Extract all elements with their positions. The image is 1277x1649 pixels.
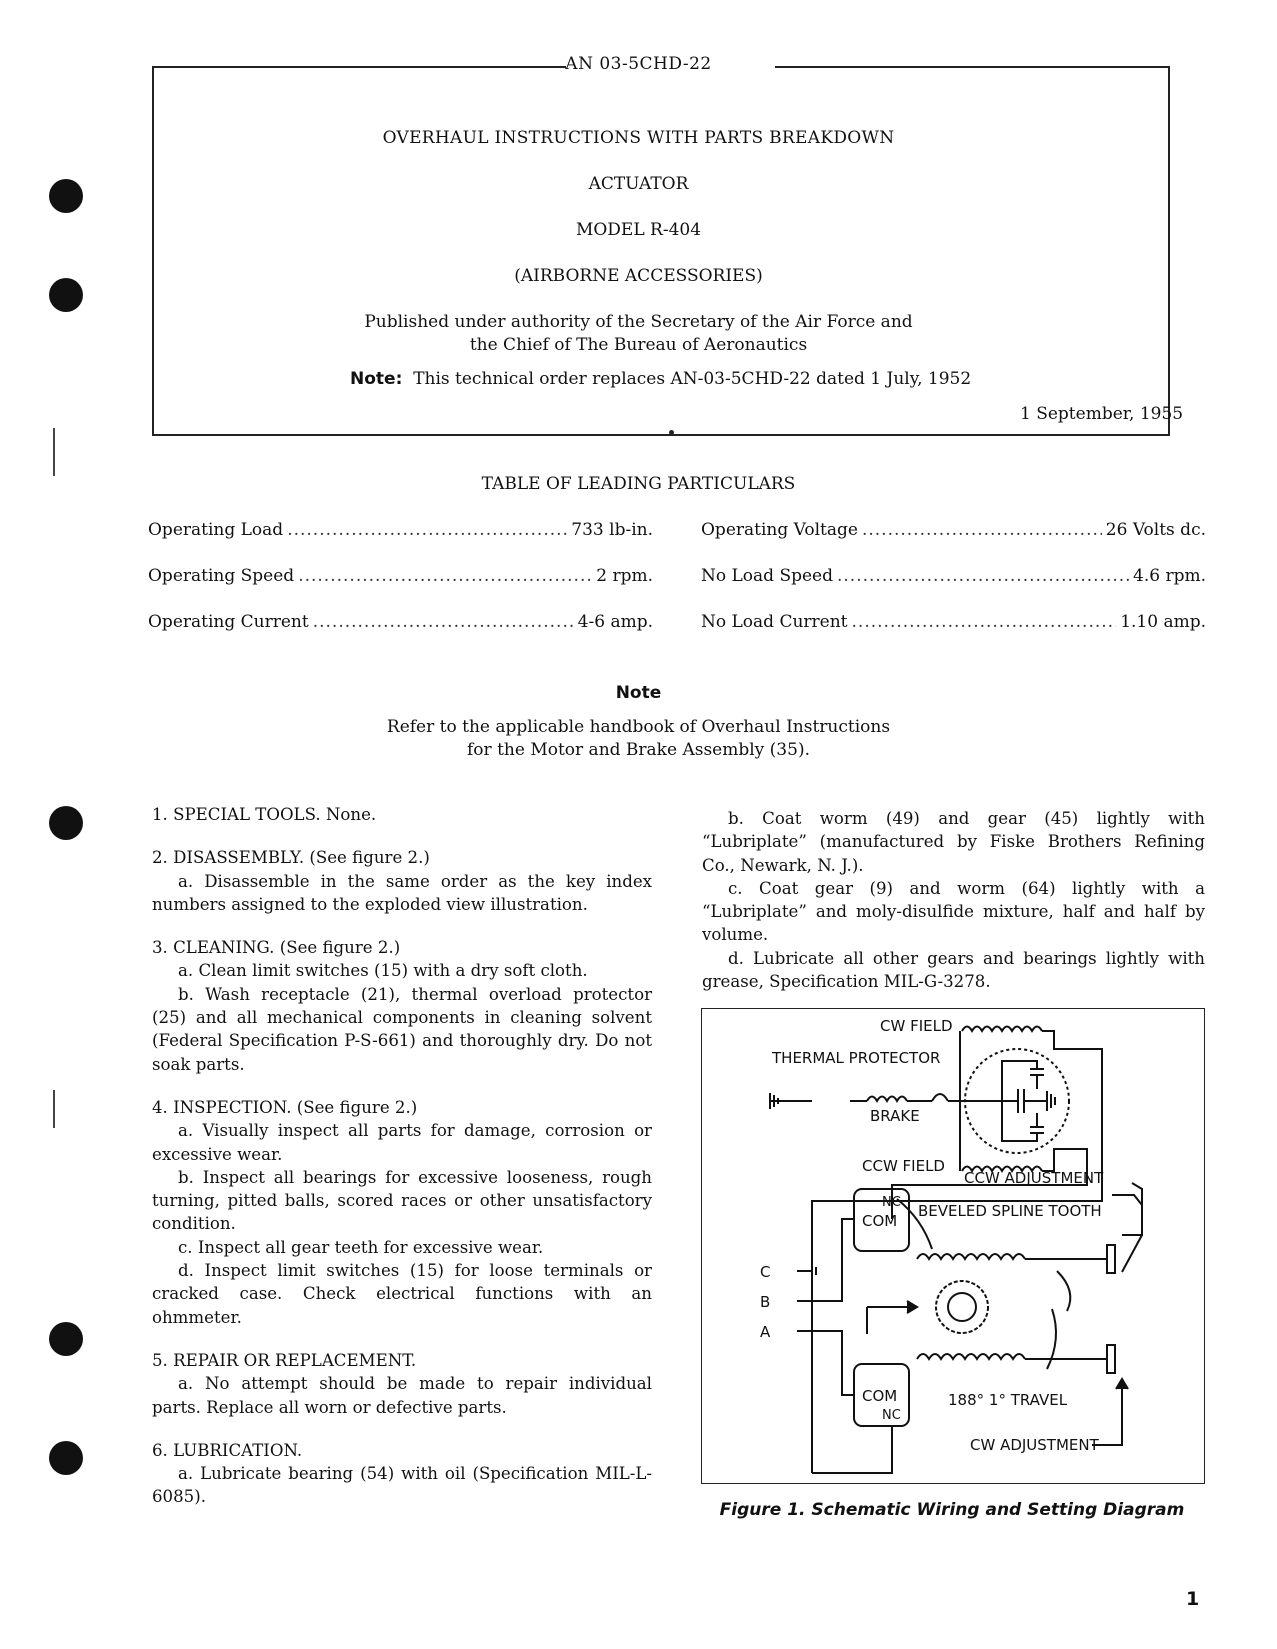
section-heading: 4. INSPECTION. (See figure 2.) [152,1097,418,1117]
particulars-title: TABLE OF LEADING PARTICULARS [481,474,796,494]
ccw-worm [917,1254,1025,1259]
particular-value: 4-6 amp. [577,612,653,632]
brake-coil [867,1097,907,1102]
document-subject: ACTUATOR [588,174,689,194]
binder-hole [49,1441,83,1475]
paragraph: a. Visually inspect all parts for damage, corrosion or excessive wear. [152,1121,652,1164]
particular-value: 1.10 amp. [1120,612,1206,632]
section-heading: 6. LUBRICATION. [152,1440,303,1460]
paragraph: a. Clean limit switches (15) with a dry soft cloth. [178,961,588,981]
paragraph: c. Inspect all gear teeth for excessive wear. [178,1237,544,1257]
left-text-column [152,803,652,1509]
paragraph: c. Coat gear (9) and worm (64) lightly with a “Lubriplate” and moly-disulfide mixture, half and half by volume. [702,878,1205,945]
section-heading: 2. DISASSEMBLY. (See figure 2.) [152,848,430,868]
margin-mark [53,1090,55,1128]
label-brake: BRAKE [870,1107,920,1125]
wiring-diagram [701,1008,1205,1484]
replacement-note [350,369,971,389]
label-travel: 188° 1° TRAVEL [948,1391,1068,1409]
particular-row [148,520,653,540]
label-terminal-a: A [760,1323,771,1341]
label-com-lower: COM [862,1387,898,1405]
particular-row [701,566,1206,586]
authority-line: Published under authority of the Secretary of the Air Force and [364,312,913,332]
particular-value: 2 rpm. [596,566,653,586]
page-number: 1 [1186,1588,1200,1610]
paragraph: a. No attempt should be made to repair individual parts. Replace all worn or defective parts. [152,1374,652,1417]
cw-field-coil [962,1027,1042,1032]
paragraph: b. Wash receptacle (21), thermal overload protector (25) and all mechanical components in cleaning solvent (Federal Specification P-S-661) and thoroughly dry. Do not soak parts. [152,984,652,1074]
particular-row [148,612,653,632]
particular-label: Operating Speed [148,566,295,586]
label-thermal-protector: THERMAL PROTECTOR [772,1049,941,1067]
label-beveled-spline-tooth: BEVELED SPLINE TOOTH [918,1202,1102,1220]
divider-dot [669,430,674,435]
authority-line: the Chief of The Bureau of Aeronautics [469,335,808,355]
label-nc-lower: NC [882,1408,901,1423]
particular-value: 4.6 rpm. [1133,566,1206,586]
spline-gear [936,1281,988,1333]
paragraph: a. Disassemble in the same order as the key index numbers assigned to the exploded view illustration. [152,871,652,914]
section-heading: 1. SPECIAL TOOLS. None. [152,805,377,824]
label-terminal-c: C [760,1263,771,1281]
particular-row [701,520,1206,540]
label-cw-adjustment: CW ADJUSTMENT [970,1436,1099,1454]
publication-date: 1 September, 1955 [1020,404,1184,424]
manufacturer: (AIRBORNE ACCESSORIES) [514,266,763,286]
document-title: OVERHAUL INSTRUCTIONS WITH PARTS BREAKDOWN [382,128,895,148]
note-text: This technical order replaces AN-03-5CHD-22 dated 1 July, 1952 [413,369,972,389]
binder-hole [49,806,83,840]
label-cw-field: CW FIELD [880,1017,953,1035]
section-heading: 5. REPAIR OR REPLACEMENT. [152,1350,417,1370]
note-heading: Note [615,683,662,703]
particular-label: Operating Current [148,612,309,632]
section-heading: 3. CLEANING. (See figure 2.) [152,938,401,958]
paragraph: b. Coat worm (49) and gear (45) lightly with “Lubriplate” (manufactured by Fiske Brothers Refining Co., Newark, N. J.). [702,809,1205,875]
particular-value: 26 Volts dc. [1105,520,1206,540]
label-ccw-adjustment: CCW ADJUSTMENT [964,1169,1104,1187]
particular-row [148,566,653,586]
label-terminal-b: B [760,1293,771,1311]
right-text-column [702,807,1205,993]
paragraph: d. Inspect limit switches (15) for loose terminals or cracked case. Check electrical functions with an ohmmeter. [152,1261,652,1327]
note-body: for the Motor and Brake Assembly (35). [467,740,810,760]
paragraph: b. Inspect all bearings for excessive looseness, rough turning, pitted balls, scored races or other unsatisfactory condition. [152,1167,652,1234]
particular-label: No Load Current [701,612,848,632]
particular-row [701,612,1206,632]
label-ccw-field: CCW FIELD [862,1157,945,1175]
document-id: AN 03-5CHD-22 [565,54,712,74]
note-label: Note: [350,369,403,389]
figure-caption: Figure 1. Schematic Wiring and Setting Diagram [719,1500,1185,1520]
model-number: MODEL R-404 [575,220,702,240]
wiring-diagram-svg [702,1009,1204,1483]
particular-label: Operating Voltage [701,520,858,540]
particular-value: 733 lb-in. [571,520,653,540]
label-nc-upper: NC [882,1195,901,1210]
note-body: Refer to the applicable handbook of Overhaul Instructions [386,717,891,737]
particular-label: Operating Load [148,520,284,540]
binder-hole [49,1322,83,1356]
margin-mark [53,428,55,476]
paragraph: d. Lubricate all other gears and bearings lightly with grease, Specification MIL-G-3278. [702,948,1205,992]
cw-worm [917,1354,1025,1359]
paragraph: a. Lubricate bearing (54) with oil (Specification MIL-L-6085). [152,1464,652,1507]
particular-label: No Load Speed [701,566,833,586]
label-com-upper: COM [862,1212,898,1230]
